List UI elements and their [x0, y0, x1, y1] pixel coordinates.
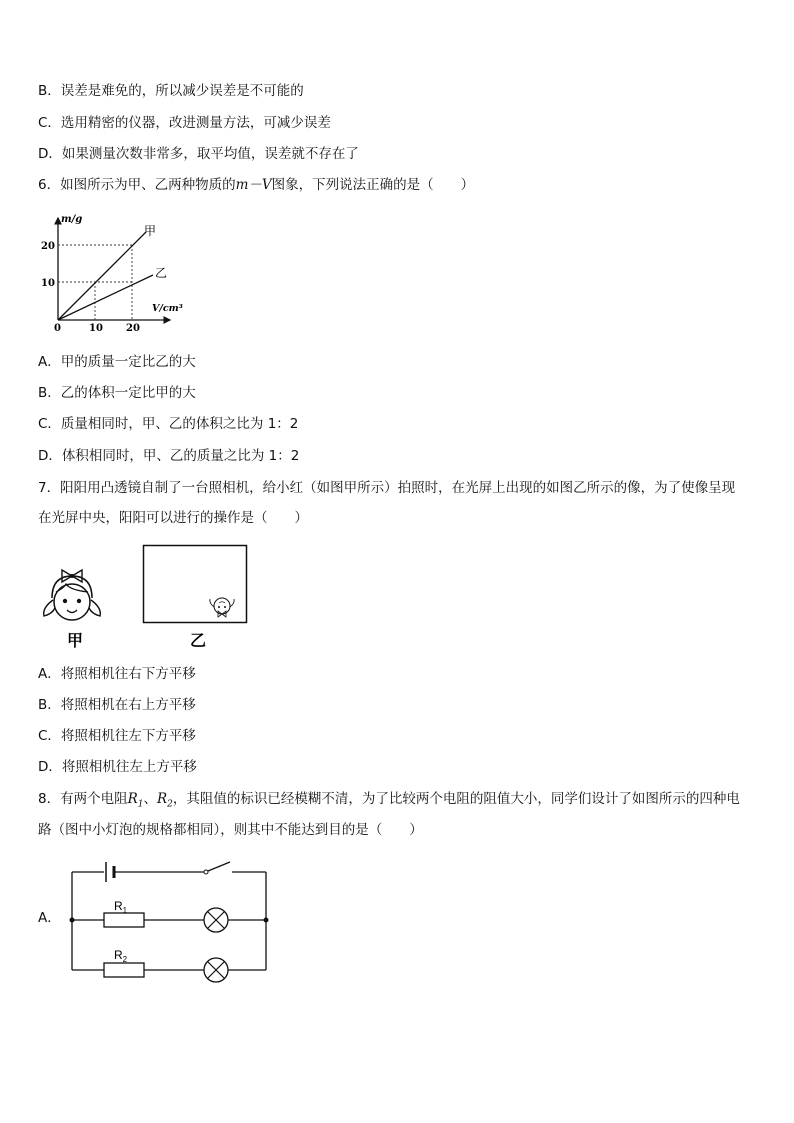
x-axis-label: V/cm³ — [152, 303, 183, 314]
q8-r1 — [127, 791, 144, 810]
line-jia-label: 甲 — [144, 224, 157, 238]
q6-stem-math: m－V — [235, 177, 272, 193]
q6-option-a: A．甲的质量一定比乙的大 — [38, 354, 196, 370]
q7-option-d: D．将照相机往左上方平移 — [38, 759, 197, 775]
q5-option-c: C．选用精密的仪器，改进测量方法，可减少误差 — [38, 115, 331, 131]
y-tick-10: 10 — [41, 278, 55, 289]
q8-option-a-label: A． — [38, 910, 61, 926]
figure-jia-label: 甲 — [67, 631, 84, 650]
x-tick-20: 20 — [126, 323, 140, 333]
lamp-2 — [204, 958, 228, 982]
q5-option-b: B．误差是难免的，所以减少误差是不可能的 — [38, 83, 304, 99]
resistor-r2 — [104, 963, 144, 977]
q8-r1-base: R — [127, 791, 138, 807]
q8-sep: 、 — [143, 791, 157, 807]
q8-stem-suffix: ，其阻值的标识已经模糊不清，为了比较两个电阻的阻值大小，同学们设计了如图所示的四种电 — [172, 791, 740, 807]
q8-r2 — [157, 791, 173, 810]
q7-girl-figure — [38, 562, 110, 650]
junction-right — [264, 918, 269, 923]
q7-stem-line2: 在光屏中央，阳阳可以进行的操作是（ ） — [38, 510, 308, 526]
lamp-1 — [204, 908, 228, 932]
q8-r2-base: R — [157, 791, 168, 807]
q6-stem — [38, 175, 474, 195]
q6-mv-graph — [38, 208, 198, 333]
q7-option-a: A．将照相机往右下方平移 — [38, 666, 196, 682]
q7-stem-line1: 7．阳阳用凸透镜自制了一台照相机，给小红（如图甲所示）拍照时，在光屏上出现的如图乙所示的像，为了使像呈现 — [38, 480, 736, 496]
r2-label-sub: 2 — [122, 955, 128, 964]
q6-option-d: D．体积相同时，甲、乙的质量之比为 1：2 — [38, 448, 300, 464]
line-yi — [58, 275, 153, 320]
inverted-image — [210, 598, 234, 617]
r1-label — [114, 899, 128, 915]
q6-stem-suffix: 图象，下列说法正确的是（ ） — [271, 177, 475, 193]
r2-label-base: R — [114, 948, 123, 962]
q7-option-c: C．将照相机往左下方平移 — [38, 728, 196, 744]
resistor-r1 — [104, 913, 144, 927]
q8-circuit-a — [64, 850, 274, 990]
q6-option-b: B．乙的体积一定比甲的大 — [38, 385, 196, 401]
r1-label-sub: 1 — [122, 906, 128, 915]
q8-stem-prefix: 8．有两个电阻 — [38, 791, 128, 807]
q6-option-c: C．质量相同时，甲、乙的体积之比为 1：2 — [38, 416, 299, 432]
q8-stem-line2: 路（图中小灯泡的规格都相同），则其中不能达到目的是（ ） — [38, 822, 423, 838]
y-tick-20: 20 — [41, 241, 55, 252]
r2-label — [114, 948, 128, 964]
line-yi-label: 乙 — [155, 266, 168, 280]
switch-blade — [208, 862, 230, 871]
q5-option-d: D．如果测量次数非常多，取平均值，误差就不存在了 — [38, 146, 359, 162]
x-tick-10: 10 — [89, 323, 103, 333]
y-axis-label: m/g — [61, 214, 83, 225]
figure-yi-label: 乙 — [190, 631, 207, 650]
q7-option-b: B．将照相机在右上方平移 — [38, 697, 196, 713]
origin-label: 0 — [54, 323, 61, 333]
q7-screen-figure — [142, 544, 250, 652]
q6-stem-prefix: 6．如图所示为甲、乙两种物质的 — [38, 177, 236, 193]
r1-label-base: R — [114, 899, 123, 913]
q8-stem-line1 — [38, 789, 740, 815]
junction-left — [70, 918, 75, 923]
q8-r2-sub: 2 — [167, 799, 173, 810]
q8-r1-sub: 1 — [137, 799, 144, 810]
